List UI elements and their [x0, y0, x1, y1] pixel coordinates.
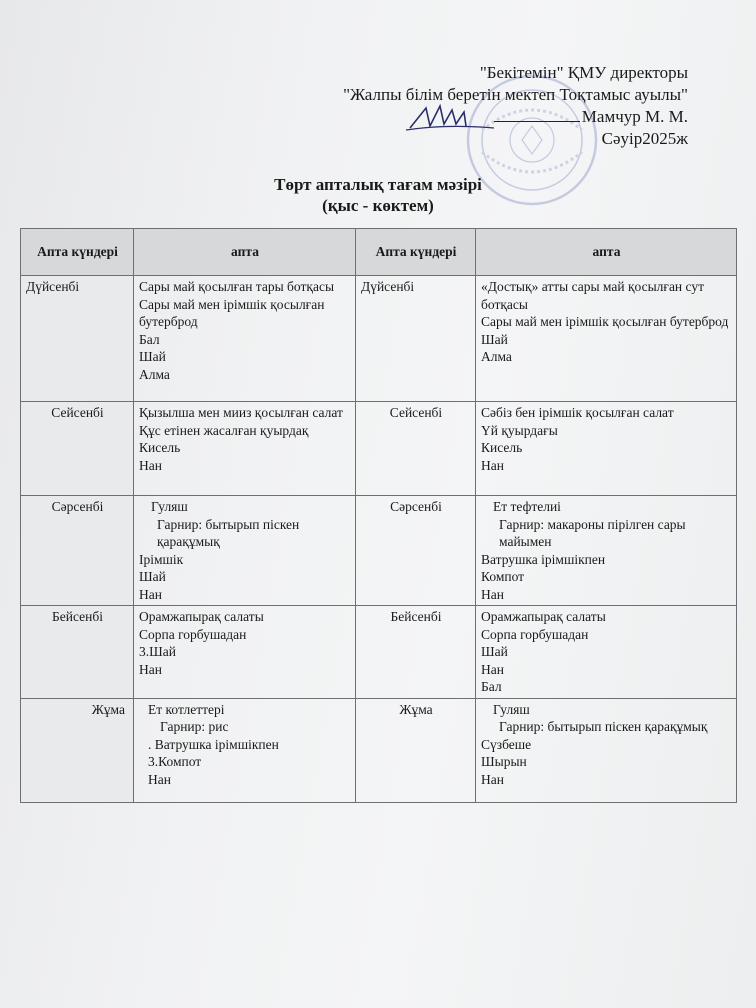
menu-item: Қызылша мен мииз қосылған салат [139, 405, 343, 420]
menu-item: 3.Компот [148, 754, 202, 769]
day-cell: Дүйсенбі [21, 276, 134, 402]
menu-item: Сорпа горбушадан [481, 626, 589, 642]
header-cell: апта [476, 229, 737, 276]
menu-cell [134, 276, 356, 402]
menu-cell [476, 276, 737, 402]
day-cell: Сәрсенбі [356, 496, 476, 606]
page-title [0, 174, 756, 216]
day-cell: Жұма [21, 698, 134, 802]
menu-item: Шай [481, 331, 508, 347]
menu-item: Ватрушка ірімшікпен [481, 551, 606, 567]
menu-item: Шай [139, 569, 166, 584]
menu-item: Сәбіз бен ірімшік қосылған салат [481, 405, 674, 420]
approval-line-2: "Жалпы білім беретін мектеп Тоқтамыс ауылы" [343, 85, 688, 104]
menu-item: Сары май қосылған тары ботқасы [139, 279, 335, 294]
approval-line-4: Сәуір2025ж [601, 129, 688, 148]
menu-item: Нан [481, 661, 504, 677]
menu-item: Кисель [139, 440, 181, 455]
menu-item: 3.Шай [139, 644, 176, 659]
menu-item: «Достық» атты сары май қосылған сут ботқасы [481, 279, 705, 312]
menu-item: Нан [481, 457, 504, 473]
approval-line-1: "Бекітемін" ҚМУ директоры [479, 63, 688, 82]
menu-cell [476, 698, 737, 802]
menu-item: Гуляш [493, 701, 530, 717]
menu-item: Нан [481, 771, 504, 787]
menu-item: Бал [139, 331, 160, 347]
menu-item: Бал [481, 679, 502, 694]
menu-cell [134, 698, 356, 802]
menu-item: Сорпа горбушадан [139, 626, 247, 642]
menu-item: . Ватрушка ірімшікпен [148, 736, 279, 752]
menu-item: Алма [139, 366, 170, 382]
title-line-1: Төрт апталық тағам мәзірі [274, 175, 482, 194]
menu-item: Нан [139, 661, 162, 677]
title-line-2: (қыс - көктем) [322, 196, 434, 215]
menu-item: Гарнир: бытырып піскен қарақұмық [499, 719, 708, 734]
approval-line-3: Мамчур М. М. [581, 107, 688, 126]
menu-item: Кисель [481, 440, 523, 455]
menu-cell [476, 402, 737, 496]
menu-item: Нан [481, 586, 504, 602]
signature-line [494, 107, 580, 122]
menu-item: Нан [139, 586, 162, 602]
table-row [21, 276, 737, 402]
menu-cell [476, 606, 737, 699]
day-cell: Сейсенбі [21, 402, 134, 496]
menu-cell [134, 402, 356, 496]
day-cell: Сейсенбі [356, 402, 476, 496]
header-cell: апта [134, 229, 356, 276]
menu-item: Орамжапырақ салаты [481, 609, 606, 624]
day-cell: Бейсенбі [356, 606, 476, 699]
menu-cell [476, 496, 737, 606]
menu-item: Ет тефтелиі [493, 499, 561, 514]
menu-item: Алма [481, 349, 512, 364]
menu-item: Сары май мен ірімшік қосылған бутерброд [139, 296, 325, 329]
table-row [21, 606, 737, 699]
header-cell: Апта күндері [21, 229, 134, 276]
table-row [21, 402, 737, 496]
menu-item: Сүзбеше [481, 736, 532, 752]
menu-item: Гуляш [151, 499, 188, 514]
menu-item: Ірімшік [139, 551, 184, 567]
menu-item: Компот [481, 569, 525, 584]
table-row [21, 698, 737, 802]
menu-item: Нан [148, 771, 171, 787]
table-header-row [21, 229, 737, 276]
menu-item: Шырын [481, 754, 527, 769]
menu-item: Ет котлеттері [148, 701, 225, 717]
menu-table [20, 228, 737, 803]
menu-item: Орамжапырақ салаты [139, 609, 264, 624]
day-cell: Дүйсенбі [356, 276, 476, 402]
day-cell: Жұма [356, 698, 476, 802]
menu-item: Гарнир: бытырып піскен қарақұмық [157, 516, 300, 549]
menu-item: Құс етінен жасалған қуырдақ [139, 422, 309, 438]
signature [406, 102, 496, 134]
menu-item: Шай [139, 349, 166, 364]
signature-row [248, 106, 688, 128]
menu-item: Үй қуырдағы [481, 422, 558, 438]
menu-cell [134, 606, 356, 699]
day-cell: Бейсенбі [21, 606, 134, 699]
table-row [21, 496, 737, 606]
day-cell: Сәрсенбі [21, 496, 134, 606]
menu-item: Сары май мен ірімшік қосылған бутерброд [481, 314, 729, 329]
menu-cell [134, 496, 356, 606]
menu-item: Нан [139, 457, 162, 473]
menu-item: Шай [481, 644, 508, 659]
header-cell: Апта күндері [356, 229, 476, 276]
menu-item: Гарнир: рис [160, 719, 229, 734]
approval-block [248, 62, 688, 150]
menu-item: Гарнир: макароны пірілген сары майымен [499, 516, 686, 549]
